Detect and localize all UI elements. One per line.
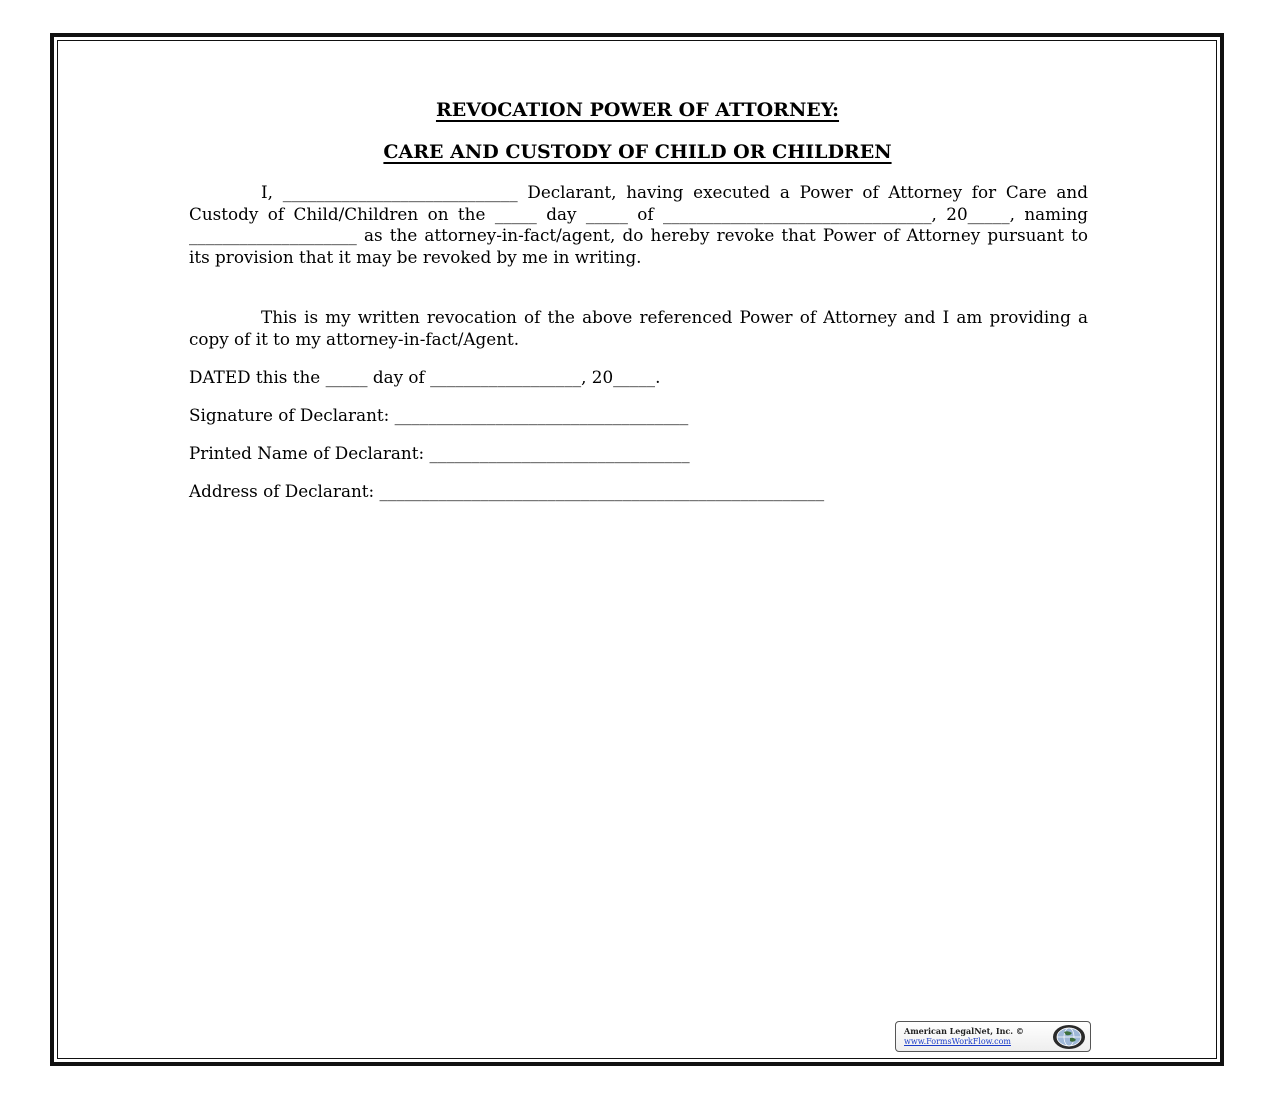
dated-line: DATED this the _____ day of __________________, 20_____.	[189, 367, 661, 387]
revocation-paragraph-text: This is my written revocation of the above referenced Power of Attorney and I am providing a copy of it to my attorney-in-fact/Agent.	[189, 307, 1088, 349]
address-line: Address of Declarant: _____________________________________________________	[189, 481, 825, 501]
declaration-paragraph-text: I, ____________________________ Declarant, having executed a Power of Attorney for Care and Custody of Child/Children on the _____ day _____ of ________________________________, 20_____, naming ____________________ as the attorney-in-fact/agent, do hereby revoke that Power of Attorney pursuant to its provision that it may be revoked by me in writing.	[189, 182, 1088, 267]
footer-logo[interactable]	[895, 1021, 1091, 1052]
printed-name-line: Printed Name of Declarant: _______________________________	[189, 443, 690, 463]
document-subtitle-text: CARE AND CUSTODY OF CHILD OR CHILDREN	[383, 141, 892, 163]
document-title	[0, 101, 1275, 120]
signature-line: Signature of Declarant: ___________________________________	[189, 405, 689, 425]
globe-logo-icon	[1052, 1024, 1086, 1050]
document-subtitle	[0, 143, 1275, 162]
logo-website-link[interactable]: www.FormsWorkFlow.com	[904, 1037, 1011, 1046]
document-title-text: REVOCATION POWER OF ATTORNEY:	[435, 99, 840, 121]
declaration-paragraph	[189, 182, 1088, 268]
logo-company-name: American LegalNet, Inc. ©	[904, 1026, 1024, 1036]
revocation-paragraph	[189, 307, 1088, 350]
